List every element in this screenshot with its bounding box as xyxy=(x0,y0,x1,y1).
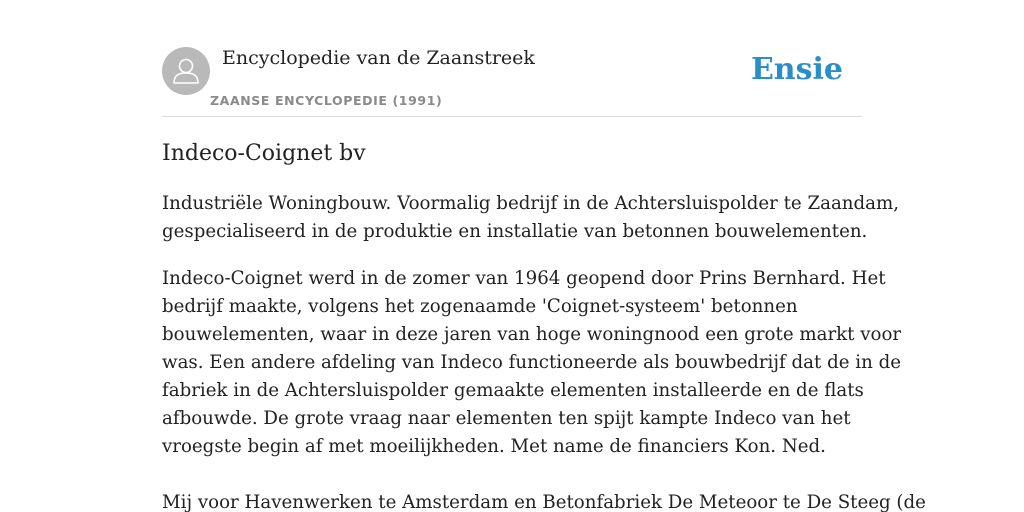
brand-logo-link[interactable]: Ensie xyxy=(750,52,843,87)
user-icon[interactable] xyxy=(162,47,210,95)
source-header xyxy=(162,46,862,117)
source-subtitle[interactable]: ZAANSE ENCYCLOPEDIE (1991) xyxy=(210,93,443,108)
paragraph-line: gespecialiseerd in de produktie en installatie van betonnen bouwelementen. xyxy=(162,221,868,242)
paragraph-line: Indeco-Coignet werd in de zomer van 1964 geopend door Prins Bernhard. Het xyxy=(162,268,886,289)
paragraph-line: was. Een andere afdeling van Indeco functioneerde als bouwbedrijf dat de in de xyxy=(162,352,902,373)
article-title: Indeco-Coignet bv xyxy=(162,141,366,166)
paragraph-line: vroegste begin af met moeilijkheden. Met name de financiers Kon. Ned. xyxy=(162,436,826,457)
source-title[interactable]: Encyclopedie van de Zaanstreek xyxy=(222,47,535,69)
paragraph-line: afbouwde. De grote vraag naar elementen ten spijt kampte Indeco van het xyxy=(162,408,851,429)
paragraph-line: Industriële Woningbouw. Voormalig bedrijf in de Achtersluispolder te Zaandam, xyxy=(162,193,900,214)
article-paragraph xyxy=(162,265,902,461)
paragraph-line: bouwelementen, waar in deze jaren van hoge woningnood een grote markt voor xyxy=(162,324,902,345)
article xyxy=(162,138,926,512)
paragraph-line: Mij voor Havenwerken te Amsterdam en Betonfabriek De Meteoor te De Steeg (de xyxy=(162,492,926,512)
paragraph-line: bedrijf maakte, volgens het zogenaamde 'Coignet-systeem' betonnen xyxy=(162,296,798,317)
article-paragraph xyxy=(162,489,926,512)
article-paragraph xyxy=(162,190,900,246)
paragraph-line: fabriek in de Achtersluispolder gemaakte elementen installeerde en de flats xyxy=(162,380,864,401)
